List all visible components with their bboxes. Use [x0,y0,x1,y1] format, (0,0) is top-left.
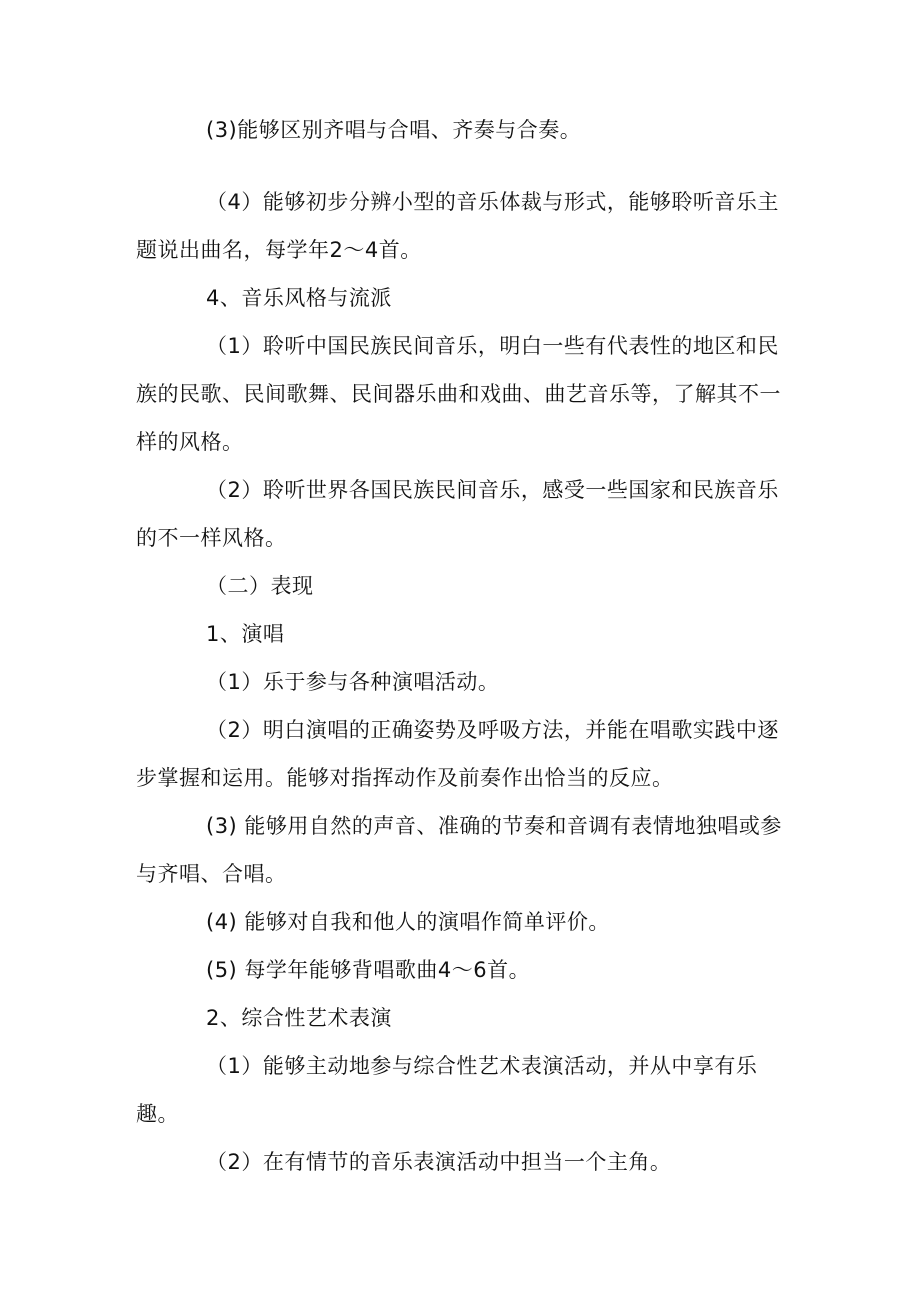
paragraph-3-natural-voice: (3) 能够用自然的声音、准确的节奏和音调有表情地独唱或参与齐唱、合唱。 [136,814,782,886]
paragraph-1-chinese-folk-music: （1）聆听中国民族民间音乐，明白一些有代表性的地区和民族的民歌、民间歌舞、民间器乐曲和戏曲、曲艺音乐等，了解其不一样的风格。 [136,334,781,454]
section-heading-music-style: 4、音乐风格与流派 [206,286,392,310]
paragraph-3-distinguish-singing: (3)能够区别齐唱与合唱、齐奏与合奏。 [206,118,582,142]
section-heading-performance: （二）表现 [206,574,314,598]
paragraph-5-memorize-songs: (5) 每学年能够背唱歌曲4～6首。 [206,958,531,982]
paragraph-2-world-folk-music: （2）聆听世界各国民族民间音乐，感受一些国家和民族音乐的不一样风格。 [136,478,779,550]
paragraph-1-participate-performance: （1）能够主动地参与综合性艺术表演活动，并从中享有乐趣。 [136,1054,758,1126]
paragraph-4-evaluation: (4) 能够对自我和他人的演唱作简单评价。 [206,910,610,934]
section-heading-singing: 1、演唱 [206,622,285,646]
section-heading-comprehensive-art: 2、综合性艺术表演 [206,1006,392,1030]
paragraph-4-music-genres: （4）能够初步分辨小型的音乐体裁与形式，能够聆听音乐主题说出曲名，每学年2～4首。 [136,190,779,262]
paragraph-2-lead-role: （2）在有情节的音乐表演活动中担当一个主角。 [206,1150,672,1174]
paragraph-2-singing-posture: （2）明白演唱的正确姿势及呼吸方法，并能在唱歌实践中逐步掌握和运用。能够对指挥动作及前奏作出恰当的反应。 [136,718,779,790]
paragraph-1-singing-activities: （1）乐于参与各种演唱活动。 [206,670,500,694]
